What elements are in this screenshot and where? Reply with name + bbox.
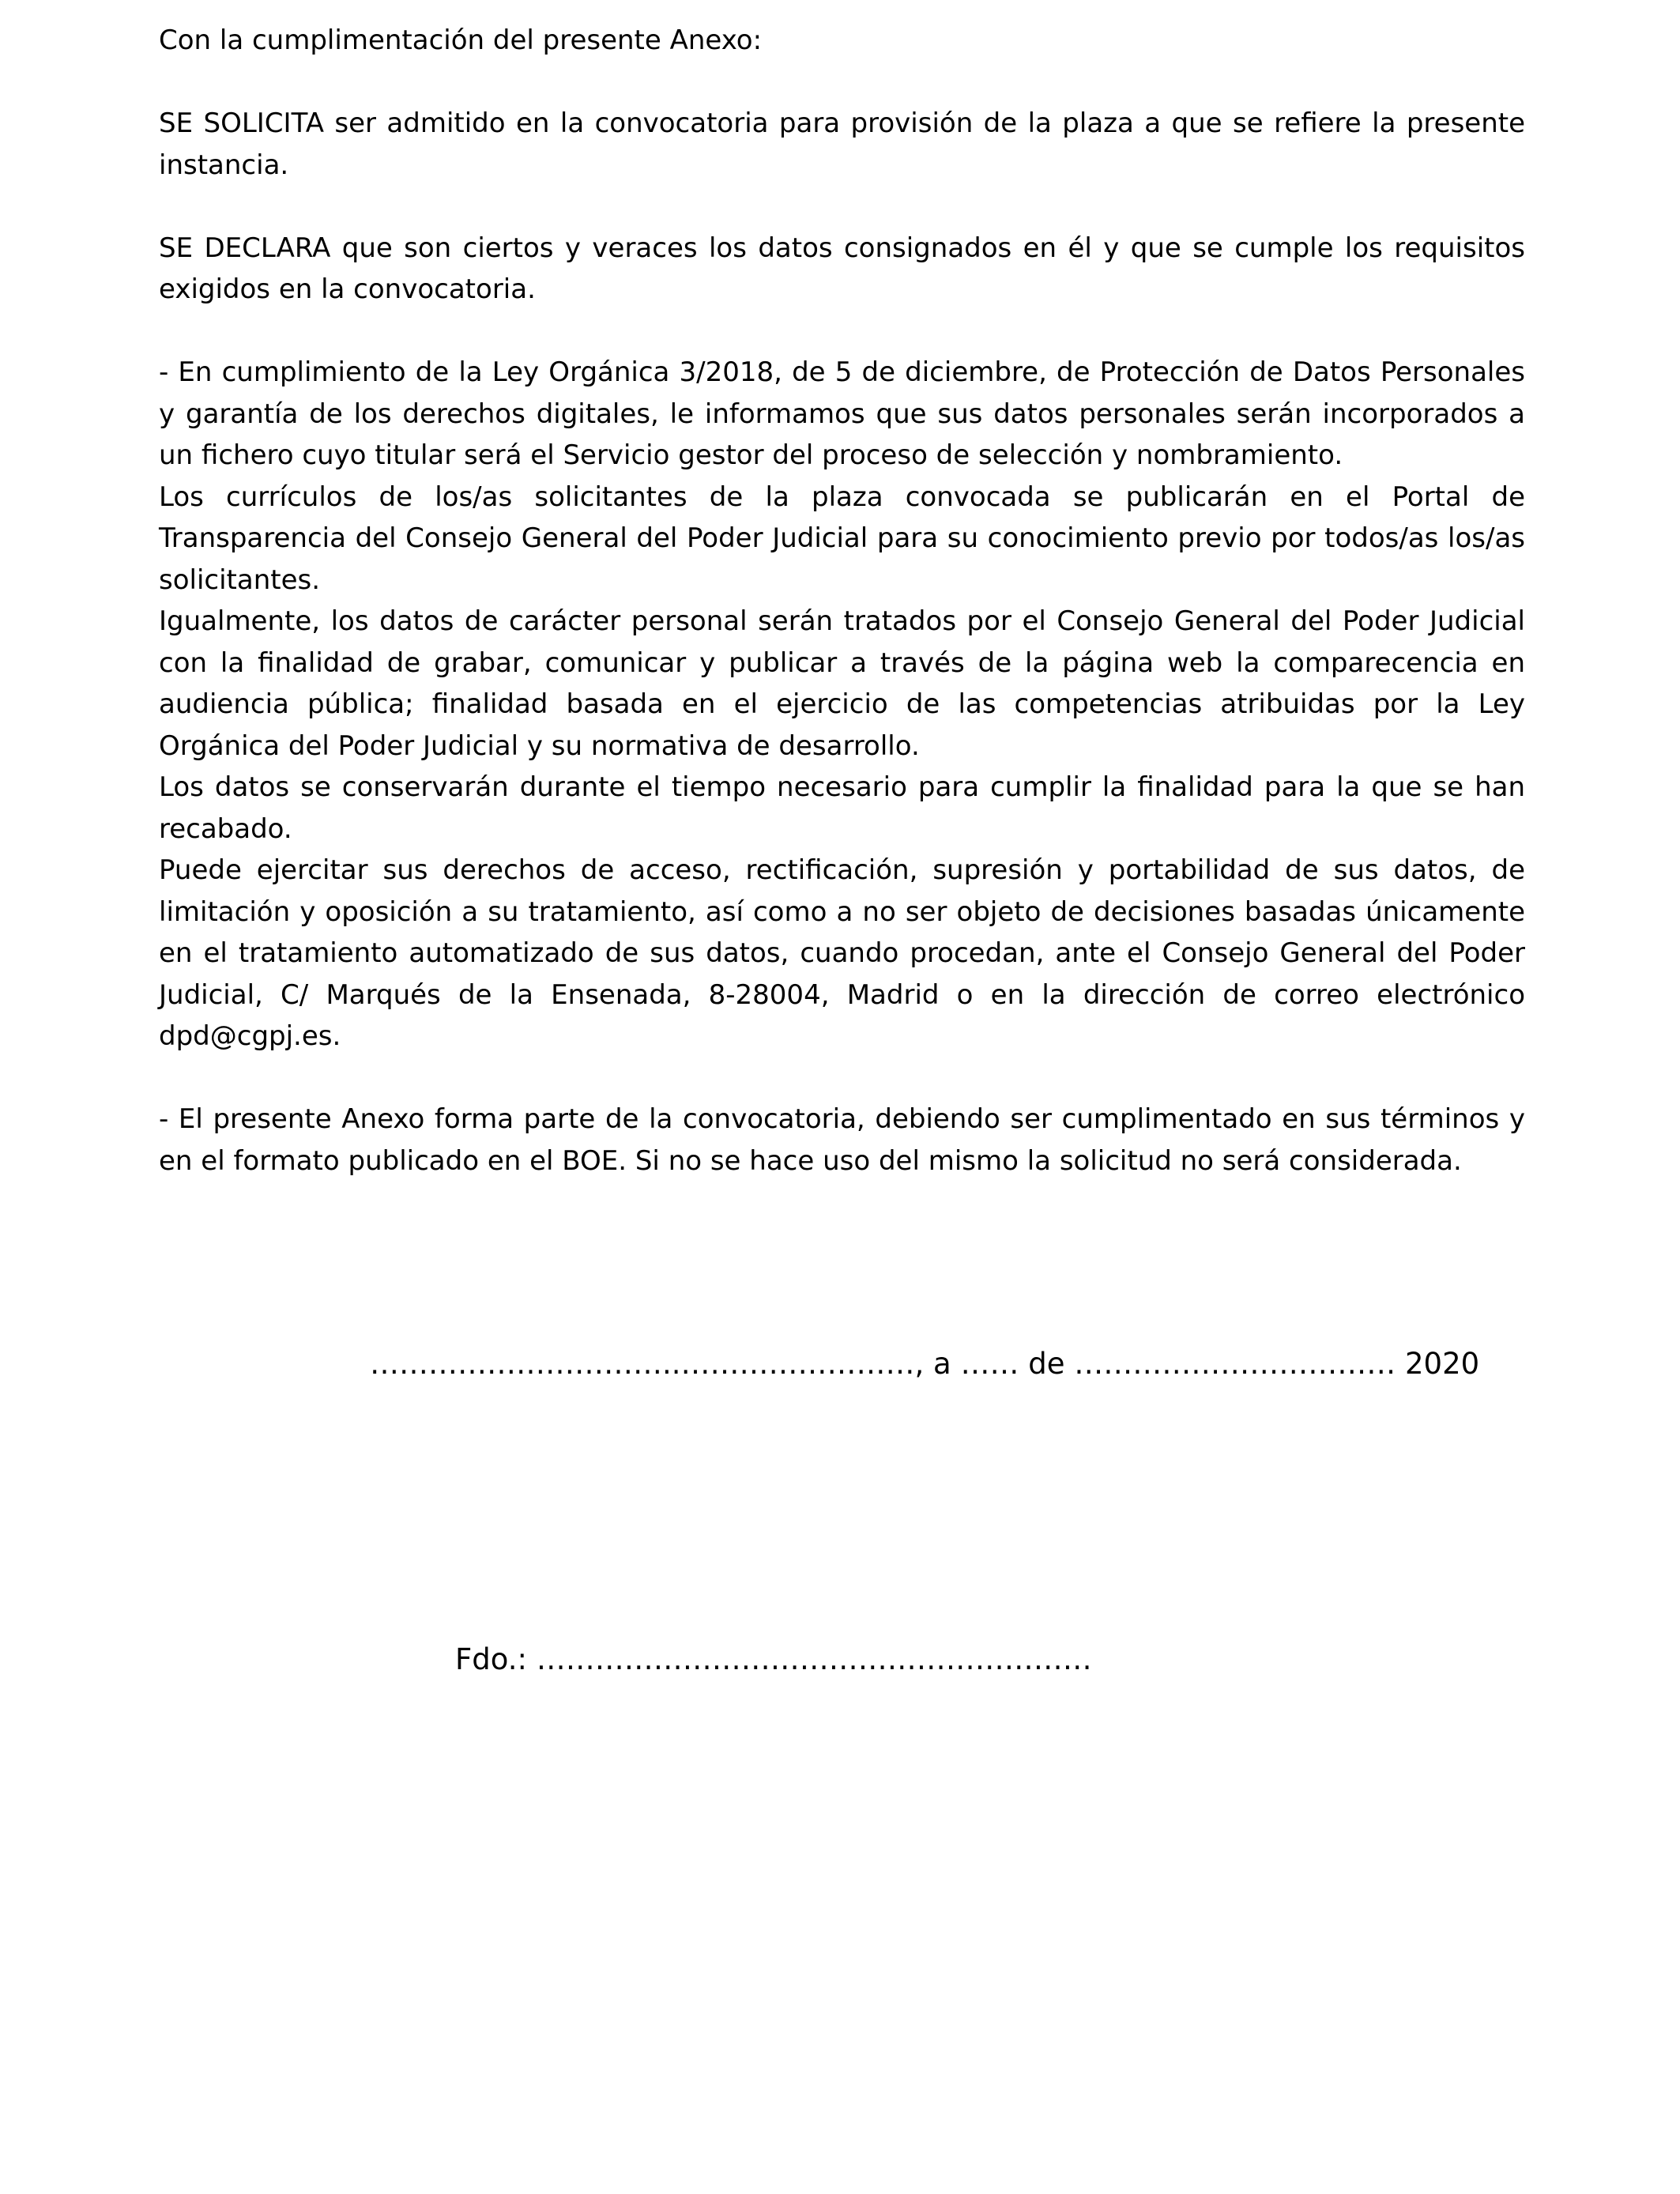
solicita-paragraph: SE SOLICITA ser admitido en la convocatoria para provisión de la plaza a que se refiere la presente instancia. xyxy=(159,107,1525,181)
privacy-paragraph-data-protection: - En cumplimiento de la Ley Orgánica 3/2018, de 5 de diciembre, de Protección de Datos Personales y garantía de los derechos digitales, le informamos que sus datos personales serán incorporados a un fichero cuyo titular será el Servicio gestor del proceso de selección y nombramiento. xyxy=(159,356,1525,471)
paragraph-spacer xyxy=(159,311,1525,352)
anexo-note-paragraph: - El presente Anexo forma parte de la convocatoria, debiendo ser cumplimentado en sus términos y en el formato publicado en el BOE. Si no se hace uso del mismo la solicitud no será considerada. xyxy=(159,1103,1525,1177)
privacy-paragraph-retention: Los datos se conservarán durante el tiempo necesario para cumplir la finalidad para la que se han recabado. xyxy=(159,771,1525,845)
place-date-line: …………………………..……………………, a …… de …………………………… 2020 xyxy=(370,1347,1480,1381)
document-body xyxy=(159,20,1525,1182)
privacy-paragraph-curricula: Los currículos de los/as solicitantes de la plaza convocada se publicarán en el Portal de Transparencia del Consejo General del Poder Judicial para su conocimiento previo por todos/as los/as solicitantes. xyxy=(159,481,1525,596)
intro-paragraph: Con la cumplimentación del presente Anexo: xyxy=(159,25,763,56)
declara-paragraph: SE DECLARA que son ciertos y veraces los datos consignados en él y que se cumple los requisitos exigidos en la convocatoria. xyxy=(159,232,1525,305)
privacy-paragraph-rights: Puede ejercitar sus derechos de acceso, rectificación, supresión y portabilidad de sus datos, de limitación y oposición a su tratamiento, así como a no ser objeto de decisiones basadas únicamente en el tratamiento automatizado de sus datos, cuando procedan, ante el Consejo General del Poder Judicial, C/ Marqués de la Ensenada, 8-28004, Madrid o en la dirección de correo electrónico dpd@cgpj.es. xyxy=(159,854,1525,1052)
privacy-paragraph-treatment: Igualmente, los datos de carácter personal serán tratados por el Consejo General del Poder Judicial con la finalidad de grabar, comunicar y publicar a través de la página web la comparecencia en audiencia pública; finalidad basada en el ejercicio de las competencias atribuidas por la Ley Orgánica del Poder Judicial y su normativa de desarrollo. xyxy=(159,605,1525,762)
paragraph-spacer xyxy=(159,1057,1525,1099)
signature-line: Fdo.: ………………………………………………… xyxy=(455,1642,1092,1676)
paragraph-spacer xyxy=(159,186,1525,228)
paragraph-spacer xyxy=(159,62,1525,104)
